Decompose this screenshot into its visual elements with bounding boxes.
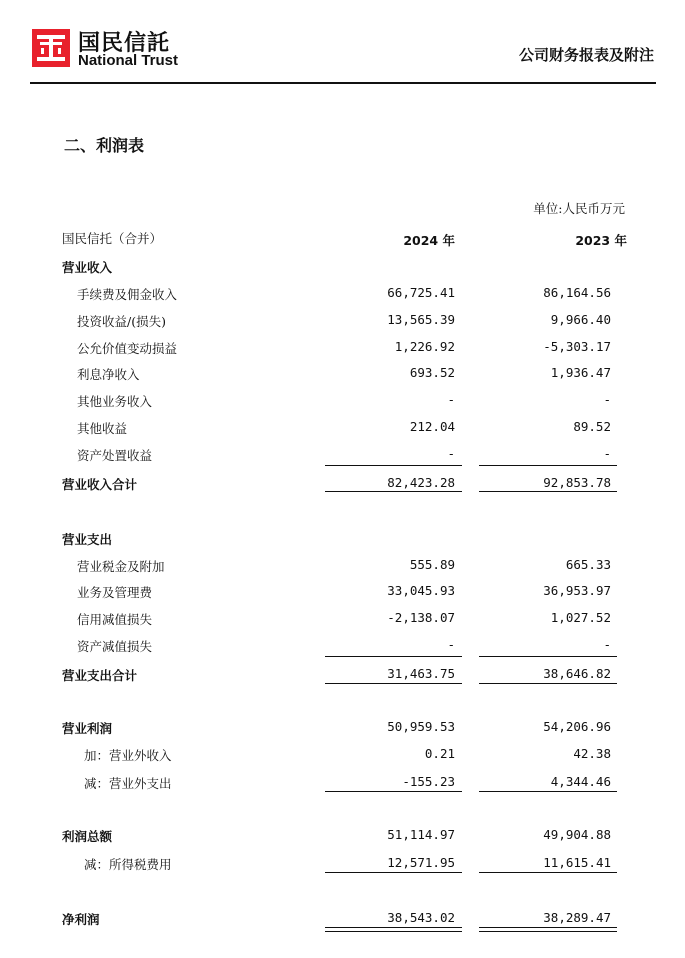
row-label: 其他收益	[77, 421, 128, 436]
row-label: 利息净收入	[77, 367, 140, 382]
logo-english-name: National Trust	[78, 52, 179, 69]
value-2024: 51,114.97	[387, 827, 455, 842]
value-2023: 38,646.82	[543, 666, 611, 681]
table-row	[0, 743, 685, 767]
row-label: 公允价值变动损益	[77, 341, 178, 356]
total-rule-2024	[325, 491, 462, 492]
table-row	[0, 362, 685, 386]
row-label: 净利润	[62, 912, 100, 927]
table-row	[0, 309, 685, 333]
page-header	[30, 24, 656, 84]
value-2024: 0.21	[424, 746, 455, 761]
row-label: 信用减值损失	[77, 612, 153, 627]
subtotal-rule-2023	[479, 791, 617, 792]
value-2023: 42.38	[573, 746, 611, 761]
row-label: 其他业务收入	[77, 394, 153, 409]
value-2023: -	[603, 446, 611, 461]
value-2023: 49,904.88	[543, 827, 611, 842]
table-row	[0, 824, 685, 848]
table-row	[0, 443, 685, 467]
table-row	[0, 282, 685, 306]
logo-chinese-name: 国民信託	[78, 31, 171, 56]
value-2024: 66,725.41	[387, 285, 455, 300]
subtotal-rule-2024	[325, 791, 462, 792]
report-title: 公司财务报表及附注	[518, 46, 654, 64]
value-2024: -2,138.07	[387, 610, 455, 625]
row-label: 加：营业外收入	[84, 748, 172, 763]
section-title: 二、利润表	[64, 136, 145, 155]
value-2024: 13,565.39	[387, 312, 455, 327]
value-2023: -	[603, 637, 611, 652]
row-label: 业务及管理费	[77, 585, 153, 600]
value-2023: 1,936.47	[550, 365, 611, 380]
double-rule-2024	[325, 927, 462, 932]
total-rule-2024	[325, 683, 462, 684]
value-2024: 693.52	[409, 365, 455, 380]
row-label: 投资收益/(损失)	[77, 314, 166, 329]
table-row	[0, 634, 685, 658]
row-label: 资产处置收益	[77, 448, 153, 463]
value-2024: -155.23	[402, 774, 455, 789]
value-2024: 33,045.93	[387, 583, 455, 598]
value-2024: 212.04	[409, 419, 455, 434]
table-row	[0, 580, 685, 604]
value-2024: 38,543.02	[387, 910, 455, 925]
value-2023: -5,303.17	[543, 339, 611, 354]
row-label: 营业收入	[62, 260, 113, 275]
value-2023: 38,289.47	[543, 910, 611, 925]
value-2023: 54,206.96	[543, 719, 611, 734]
row-label: 手续费及佣金收入	[77, 287, 178, 302]
subtotal-rule-2023	[479, 872, 617, 873]
value-2023: 4,344.46	[550, 774, 611, 789]
total-rule-2023	[479, 491, 617, 492]
table-row	[0, 255, 685, 279]
value-2024: -	[447, 392, 455, 407]
value-2024: 12,571.95	[387, 855, 455, 870]
table-row	[0, 336, 685, 360]
subtotal-rule-2024	[325, 465, 462, 466]
value-2024: 555.89	[409, 557, 455, 572]
row-label: 减：营业外支出	[84, 776, 172, 791]
value-2024: 31,463.75	[387, 666, 455, 681]
total-rule-2023	[479, 683, 617, 684]
national-trust-logo-icon	[32, 29, 70, 67]
subtotal-rule-2023	[479, 656, 617, 657]
value-2023: 665.33	[565, 557, 611, 572]
table-row	[0, 416, 685, 440]
value-2023: 89.52	[573, 419, 611, 434]
value-2024: 50,959.53	[387, 719, 455, 734]
year-2023-header: 2023 年	[575, 233, 627, 248]
unit-label: 单位:人民币万元	[533, 201, 625, 216]
table-row	[0, 527, 685, 551]
value-2023: 1,027.52	[550, 610, 611, 625]
value-2024: 1,226.92	[394, 339, 455, 354]
subtotal-rule-2024	[325, 872, 462, 873]
row-label: 减：所得税费用	[84, 857, 172, 872]
year-2024-header: 2024 年	[403, 233, 455, 248]
table-header-row	[0, 226, 685, 250]
value-2023: -	[603, 392, 611, 407]
value-2023: 92,853.78	[543, 475, 611, 490]
table-row	[0, 716, 685, 740]
table-row	[0, 607, 685, 631]
row-label: 营业税金及附加	[77, 559, 165, 574]
row-label: 营业支出合计	[62, 668, 138, 683]
row-label: 营业支出	[62, 532, 113, 547]
row-label: 营业利润	[62, 721, 113, 736]
entity-label: 国民信托（合并）	[62, 231, 163, 246]
table-row	[0, 472, 685, 496]
value-2024: -	[447, 446, 455, 461]
value-2024: -	[447, 637, 455, 652]
table-row	[0, 389, 685, 413]
value-2023: 36,953.97	[543, 583, 611, 598]
value-2023: 11,615.41	[543, 855, 611, 870]
value-2023: 9,966.40	[550, 312, 611, 327]
value-2023: 86,164.56	[543, 285, 611, 300]
row-label: 资产减值损失	[77, 639, 153, 654]
value-2024: 82,423.28	[387, 475, 455, 490]
subtotal-rule-2024	[325, 656, 462, 657]
table-row	[0, 554, 685, 578]
row-label: 利润总额	[62, 829, 113, 844]
double-rule-2023	[479, 927, 617, 932]
subtotal-rule-2023	[479, 465, 617, 466]
row-label: 营业收入合计	[62, 477, 138, 492]
